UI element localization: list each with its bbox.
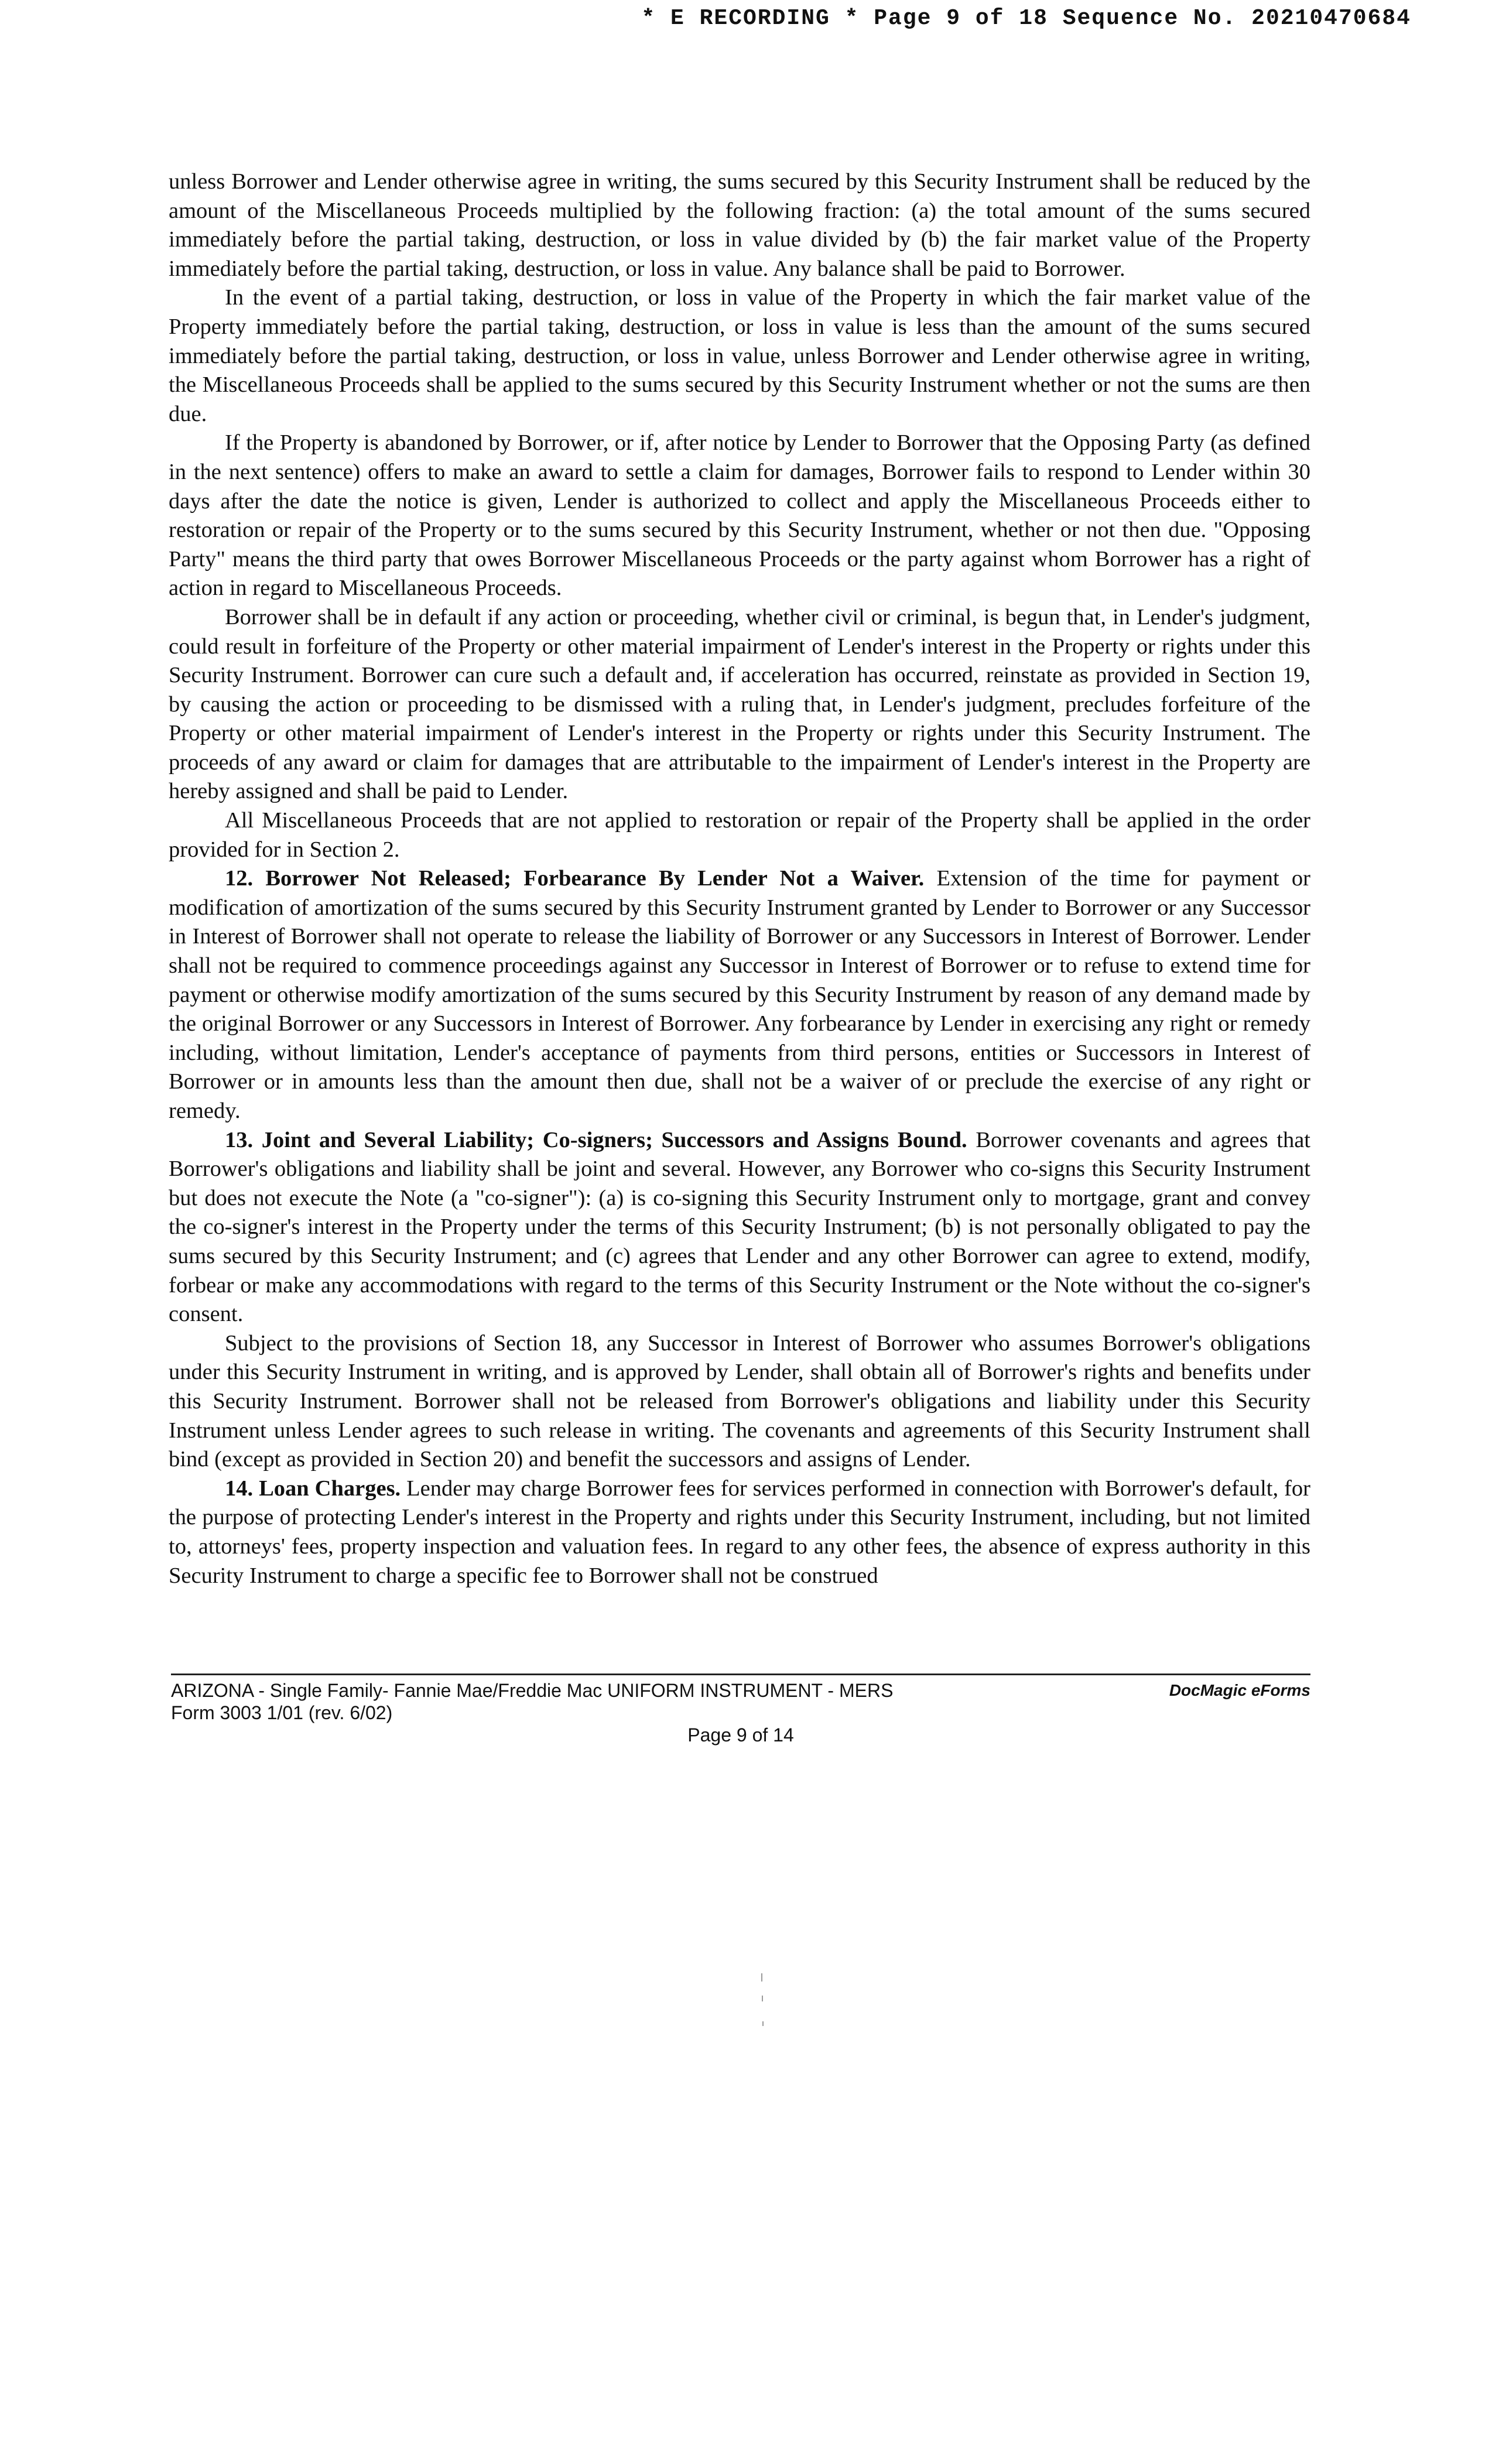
paragraph: In the event of a partial taking, destruction, or loss in value of the Property in which the fair market value of the Property immediately before the partial taking, destruction, or loss in value is less than the amount of the sums secured immediately before the partial taking, destruction, or loss in value, unless Borrower and Lender otherwise agree in writing, the Miscellaneous Proceeds shall be applied to the sums secured by this Security Instrument whether or not the sums are then due.	[169, 285, 1310, 426]
scan-artifact	[761, 1973, 762, 1982]
paragraph: Borrower shall be in default if any action or proceeding, whether civil or criminal, is begun that, in Lender's judgment, could result in forfeiture of the Property or other material impairment of Lender's interest in the Property or rights under this Security Instrument. Borrower can cure such a default and, if acceleration has occurred, reinstate as provided in Section 19, by causing the action or proceeding to be dismissed with a ruling that, in Lender's judgment, precludes forfeiture of the Property or other material impairment of Lender's interest in the Property or rights under this Security Instrument. The proceeds of any award or claim for damages that are attributable to the impairment of Lender's interest in the Property are hereby assigned and shall be paid to Lender.	[169, 604, 1310, 804]
page-footer	[171, 1679, 1310, 1755]
section-13-continuation: Subject to the provisions of Section 18, any Successor in Interest of Borrower who assumes Borrower's obligations under this Security Instrument in writing, and is approved by Lender, shall obtain all of Borrower's rights and benefits under this Security Instrument. Borrower shall not be released from Borrower's obligations and liability under this Security Instrument unless Lender agrees to such release in writing. The covenants and agreements of this Security Instrument shall bind (except as provided in Section 20) and benefit the successors and assigns of Lender.	[169, 1330, 1310, 1472]
recording-header: * E RECORDING * Page 9 of 18 Sequence No. 20210470684	[641, 6, 1411, 31]
form-info	[171, 1679, 893, 1724]
section-14-text: Lender may charge Borrower fees for services performed in connection with Borrower's default, for the purpose of protecting Lender's interest in the Property and rights under this Security Instrument, including, but not limited to, attorneys' fees, property inspection and valuation fees. In regard to any other fees, the absence of express authority in this Security Instrument to charge a specific fee to Borrower shall not be construed	[169, 1476, 1310, 1588]
section-14-heading: 14. Loan Charges.	[225, 1476, 401, 1501]
section-14	[169, 1474, 1310, 1590]
paragraph: unless Borrower and Lender otherwise agree in writing, the sums secured by this Security Instrument shall be reduced by the amount of the Miscellaneous Proceeds multiplied by the following fraction: (a) the total amount of the sums secured immediately before the partial taking, destruction, or loss in value divided by (b) the fair market value of the Property immediately before the partial taking, destruction, or loss in value. Any balance shall be paid to Borrower.	[169, 169, 1310, 281]
vendor-logo: DocMagic eForms	[1169, 1681, 1310, 1699]
section-13-heading: 13. Joint and Several Liability; Co-signers; Successors and Assigns Bound.	[225, 1127, 967, 1152]
section-13	[169, 1126, 1310, 1329]
section-12-heading: 12. Borrower Not Released; Forbearance By Lender Not a Waiver.	[225, 866, 925, 891]
page-number: Page 9 of 14	[687, 1724, 794, 1746]
paragraph: If the Property is abandoned by Borrower, or if, after notice by Lender to Borrower that the Opposing Party (as defined in the next sentence) offers to make an award to settle a claim for damages, Borrower fails to respond to Lender within 30 days after the date the notice is given, Lender is authorized to collect and apply the Miscellaneous Proceeds either to restoration or repair of the Property or to the sums secured by this Security Instrument, whether or not then due. "Opposing Party" means the third party that owes Borrower Miscellaneous Proceeds or the party against whom Borrower has a right of action in regard to Miscellaneous Proceeds.	[169, 430, 1310, 601]
form-title: ARIZONA - Single Family- Fannie Mae/Freddie Mac UNIFORM INSTRUMENT - MERS	[171, 1680, 894, 1701]
document-body	[169, 167, 1310, 1590]
section-12	[169, 864, 1310, 1125]
section-13-text: Borrower covenants and agrees that Borrower's obligations and liability shall be joint and several. However, any Borrower who co-signs this Security Instrument but does not execute the Note (a "co-signer"): (a) is co-signing this Security Instrument only to mortgage, grant and convey the co-signer's interest in the Property under the terms of this Security Instrument; (b) is not personally obligated to pay the sums secured by this Security Instrument; and (c) agrees that Lender and any other Borrower can agree to extend, modify, forbear or make any accommodations with regard to the terms of this Security Instrument or the Note without the co-signer's consent.	[169, 1127, 1310, 1327]
paragraph: All Miscellaneous Proceeds that are not applied to restoration or repair of the Property shall be applied in the order provided for in Section 2.	[169, 808, 1310, 862]
scan-artifact	[762, 1996, 763, 2001]
section-12-text: Extension of the time for payment or modification of amortization of the sums secured by this Security Instrument granted by Lender to Borrower or any Successor in Interest of Borrower shall not operate to release the liability of Borrower or any Successors in Interest of Borrower. Lender shall not be required to commence proceedings against any Successor in Interest of Borrower or to refuse to extend time for payment or otherwise modify amortization of the sums secured by this Security Instrument by reason of any demand made by the original Borrower or any Successors in Interest of Borrower. Any forbearance by Lender in exercising any right or remedy including, without limitation, Lender's acceptance of payments from third persons, entities or Successors in Interest of Borrower or in amounts less than the amount then due, shall not be a waiver of or preclude the exercise of any right or remedy.	[169, 866, 1311, 1123]
form-number: Form 3003 1/01 (rev. 6/02)	[171, 1702, 393, 1723]
footer-divider	[171, 1674, 1310, 1675]
scan-artifact	[762, 2021, 764, 2026]
